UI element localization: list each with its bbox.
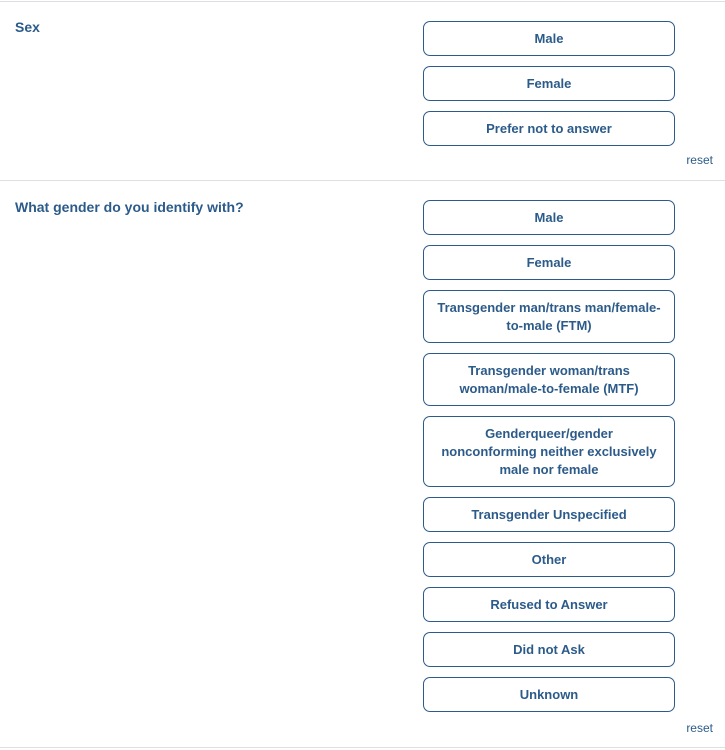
gender-option-female[interactable]: Female <box>423 245 675 280</box>
gender-option-genderqueer[interactable]: Genderqueer/gender nonconforming neither exclusively male nor female <box>423 416 675 487</box>
sex-options <box>423 21 675 146</box>
gender-reset-link[interactable]: reset <box>686 721 713 735</box>
gender-option-unknown[interactable]: Unknown <box>423 677 675 712</box>
question-gender-label: What gender do you identify with? <box>15 199 244 215</box>
gender-option-refused[interactable]: Refused to Answer <box>423 587 675 622</box>
gender-option-other[interactable]: Other <box>423 542 675 577</box>
sex-option-prefer-not-to-answer[interactable]: Prefer not to answer <box>423 111 675 146</box>
gender-options <box>423 200 675 712</box>
top-divider <box>0 1 725 2</box>
sex-option-male[interactable]: Male <box>423 21 675 56</box>
bottom-divider <box>0 747 725 748</box>
section-divider <box>0 180 725 181</box>
sex-option-female[interactable]: Female <box>423 66 675 101</box>
gender-option-did-not-ask[interactable]: Did not Ask <box>423 632 675 667</box>
gender-option-mtf[interactable]: Transgender woman/trans woman/male-to-female (MTF) <box>423 353 675 406</box>
gender-option-male[interactable]: Male <box>423 200 675 235</box>
gender-option-transgender-unspecified[interactable]: Transgender Unspecified <box>423 497 675 532</box>
question-sex-label: Sex <box>15 19 40 35</box>
gender-option-ftm[interactable]: Transgender man/trans man/female-to-male (FTM) <box>423 290 675 343</box>
sex-reset-link[interactable]: reset <box>686 153 713 167</box>
